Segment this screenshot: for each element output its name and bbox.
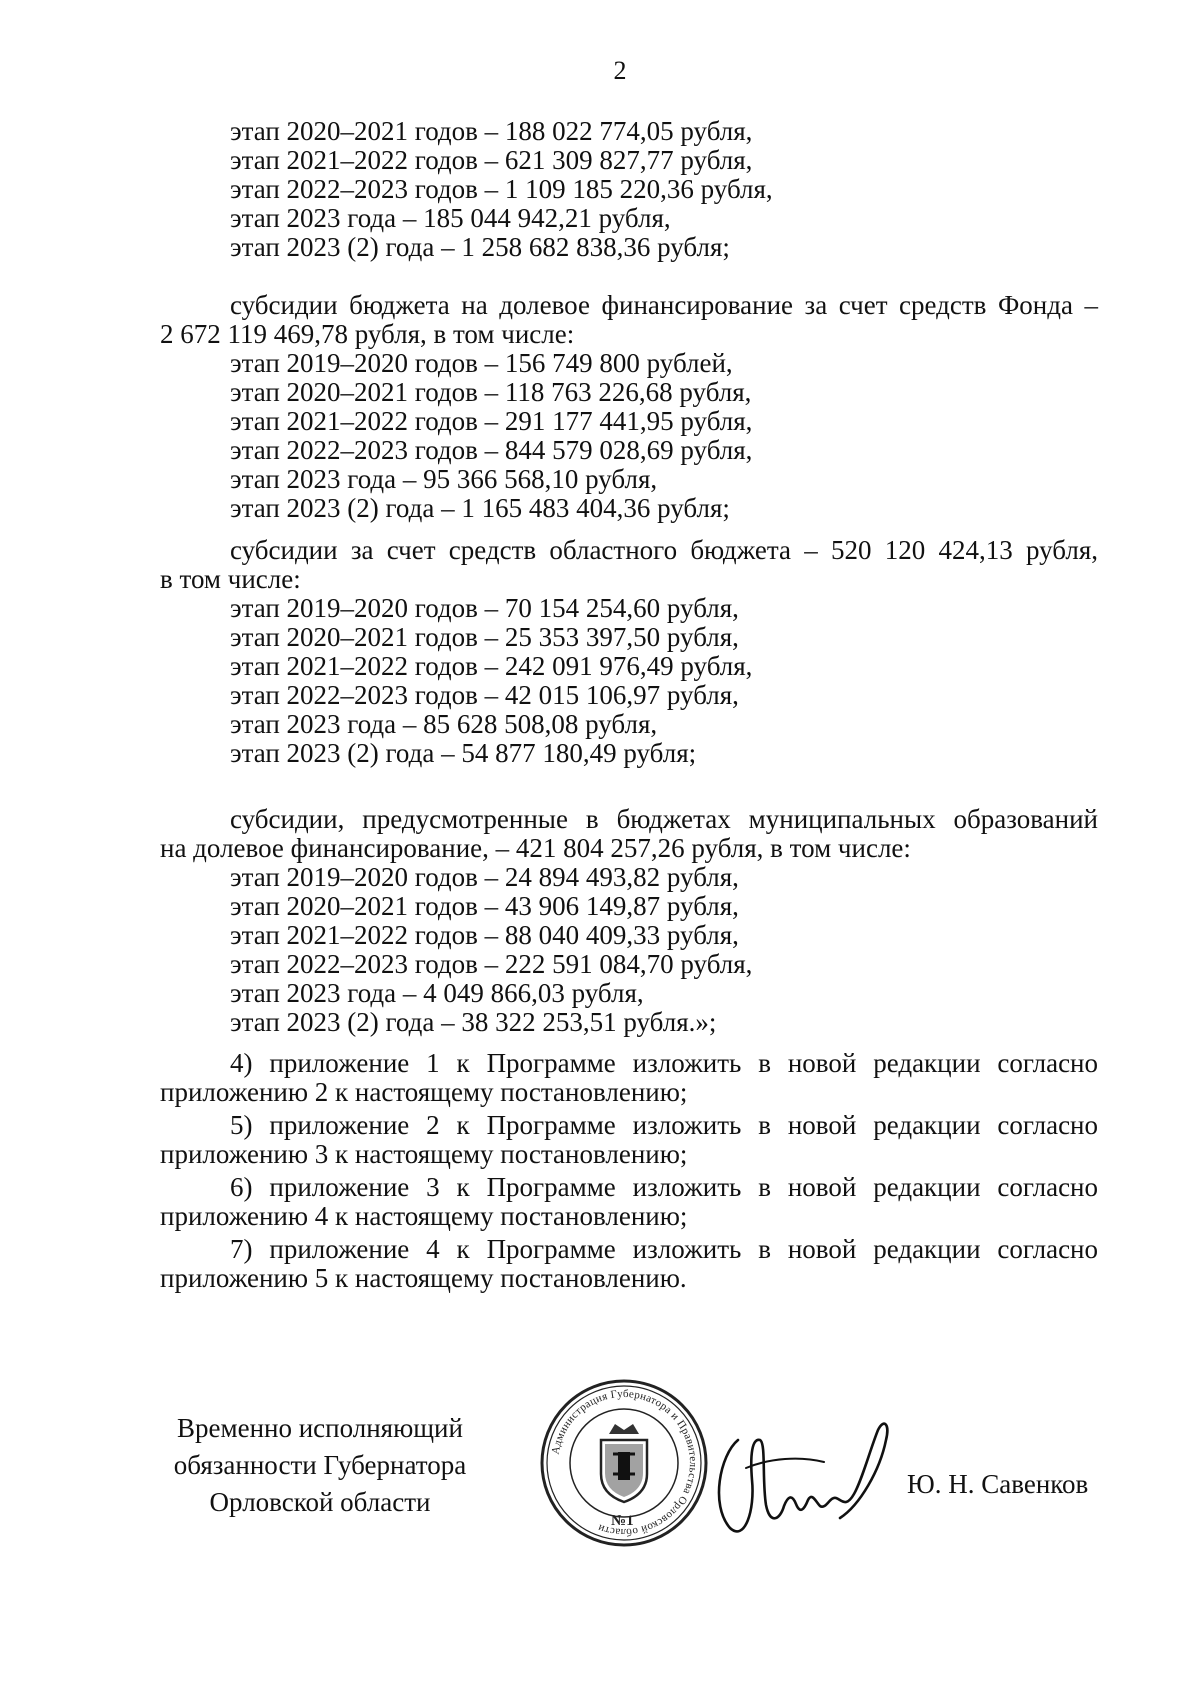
text-line: этап 2023 (2) года – 54 877 180,49 рубля; — [230, 738, 697, 768]
text-line: этап 2023 года – 4 049 866,03 рубля, — [230, 978, 644, 1008]
signer-title-line: Временно исполняющий — [177, 1413, 463, 1443]
text-line: этап 2022–2023 годов – 42 015 106,97 рубля, — [230, 680, 739, 710]
text-line: субсидии бюджета на долевое финансирование за счет средств Фонда – — [230, 290, 1098, 320]
seal-text: Администрация Губернатора и Правительства Орловской области — [549, 1387, 700, 1539]
official-seal — [539, 1378, 709, 1548]
text-line: субсидии, предусмотренные в бюджетах муниципальных образований — [230, 804, 1098, 834]
text-line: этап 2020–2021 годов – 43 906 149,87 рубля, — [230, 891, 739, 921]
text-line: этап 2023 года – 85 628 508,08 рубля, — [230, 709, 658, 739]
page-number: 2 — [613, 56, 627, 85]
text-line: этап 2019–2020 годов – 156 749 800 рублей, — [230, 348, 733, 378]
text-line: этап 2022–2023 годов – 844 579 028,69 рубля, — [230, 435, 753, 465]
text-line: этап 2023 (2) года – 38 322 253,51 рубля.»; — [230, 1007, 717, 1037]
text-line: этап 2023 (2) года – 1 165 483 404,36 рубля; — [230, 493, 730, 523]
text-line: этап 2021–2022 годов – 242 091 976,49 рубля, — [230, 651, 753, 681]
text-line: этап 2021–2022 годов – 291 177 441,95 рубля, — [230, 406, 753, 436]
text-line: этап 2023 (2) года – 1 258 682 838,36 рубля; — [230, 232, 730, 262]
text-line: этап 2019–2020 годов – 24 894 493,82 рубля, — [230, 862, 739, 892]
text-line: этап 2020–2021 годов – 118 763 226,68 рубля, — [230, 377, 752, 407]
signer-title-line: Орловской области — [209, 1487, 431, 1517]
signer-name: Ю. Н. Савенков — [907, 1469, 1089, 1499]
text-line: этап 2022–2023 годов – 1 109 185 220,36 рубля, — [230, 174, 773, 204]
text-line: субсидии за счет средств областного бюджета – 520 120 424,13 рубля, — [230, 535, 1098, 565]
text-line: этап 2020–2021 годов – 188 022 774,05 рубля, — [230, 116, 753, 146]
seal-number: №1 — [611, 1513, 634, 1529]
text-line: этап 2020–2021 годов – 25 353 397,50 рубля, — [230, 622, 739, 652]
text-line: этап 2021–2022 годов – 621 309 827,77 рубля, — [230, 145, 753, 175]
text-line: на долевое финансирование, – 421 804 257,26 рубля, в том числе: — [160, 833, 911, 863]
signer-title — [150, 1410, 490, 1521]
text-line: приложению 2 к настоящему постановлению; — [160, 1077, 688, 1107]
text-line: приложению 4 к настоящему постановлению; — [160, 1201, 688, 1231]
handwritten-signature — [700, 1410, 900, 1545]
text-line: этап 2019–2020 годов – 70 154 254,60 рубля, — [230, 593, 739, 623]
text-line: этап 2021–2022 годов – 88 040 409,33 рубля, — [230, 920, 739, 950]
text-line: в том числе: — [160, 564, 301, 594]
text-line: 7) приложение 4 к Программе изложить в новой редакции согласно — [230, 1234, 1098, 1264]
text-line: приложению 3 к настоящему постановлению; — [160, 1139, 688, 1169]
text-line: этап 2023 года – 185 044 942,21 рубля, — [230, 203, 671, 233]
signer-title-line: обязанности Губернатора — [173, 1450, 467, 1480]
text-line: этап 2022–2023 годов – 222 591 084,70 рубля, — [230, 949, 753, 979]
text-line: 2 672 119 469,78 рубля, в том числе: — [160, 319, 575, 349]
coat-of-arms-icon — [601, 1424, 647, 1502]
text-line: этап 2023 года – 95 366 568,10 рубля, — [230, 464, 658, 494]
text-line: 5) приложение 2 к Программе изложить в новой редакции согласно — [230, 1110, 1098, 1140]
text-line: 6) приложение 3 к Программе изложить в новой редакции согласно — [230, 1172, 1098, 1202]
text-line: 4) приложение 1 к Программе изложить в новой редакции согласно — [230, 1048, 1098, 1078]
text-line: приложению 5 к настоящему постановлению. — [160, 1263, 687, 1293]
